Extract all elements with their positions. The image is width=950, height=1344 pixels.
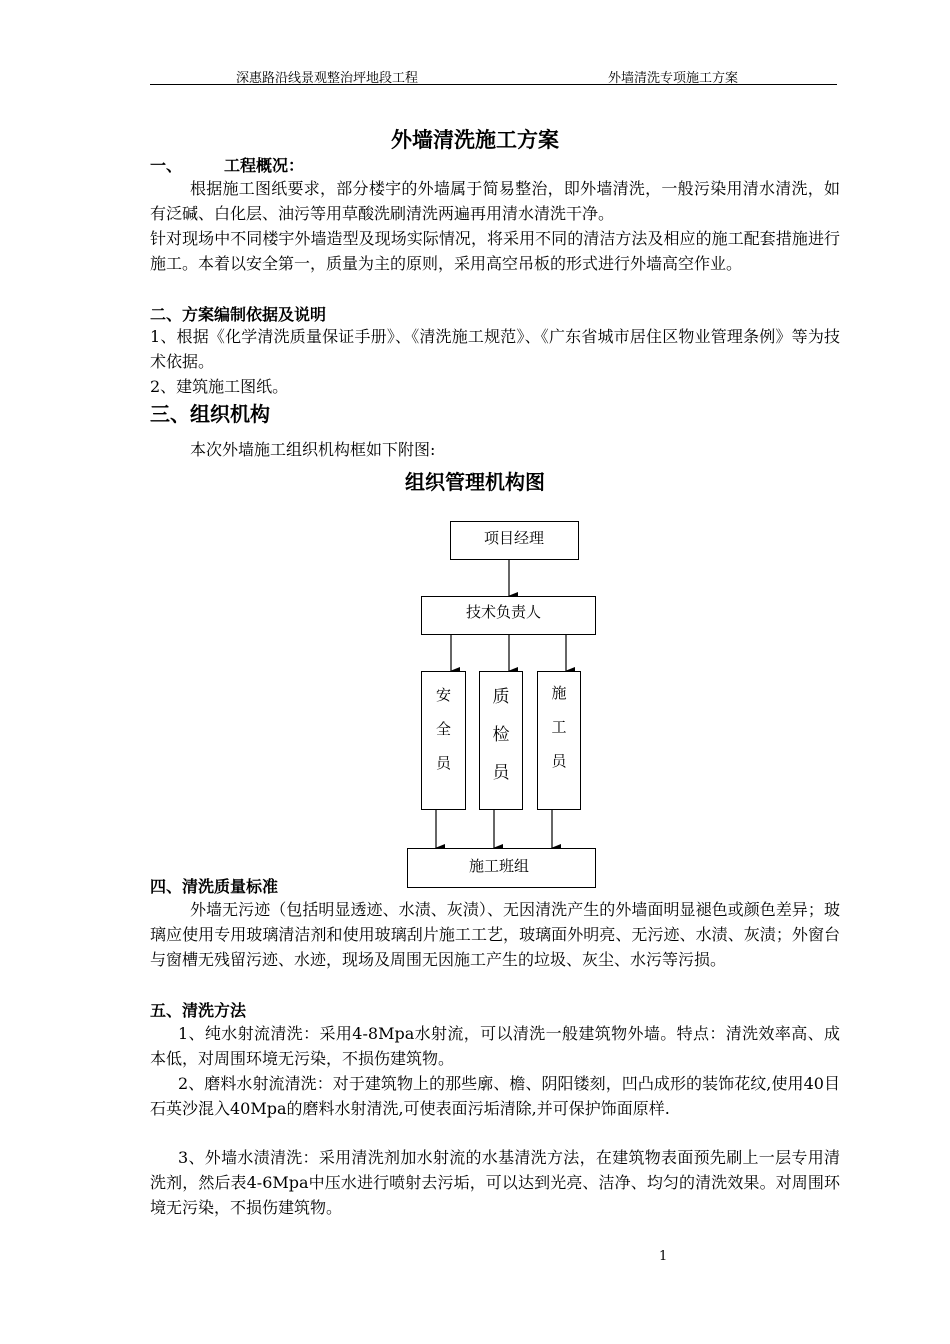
page-number: 1 <box>659 1249 668 1264</box>
header-project-name: 深惠路沿线景观整治坪地段工程 <box>236 71 419 86</box>
section5-item-1: 1、纯水射流清洗：采用4-8Mpa水射流，可以清洗一般建筑物外墙。特点：清洗效率高、成本低，对周围环境无污染，不损伤建筑物。 <box>150 1024 840 1068</box>
org-char: 员 <box>492 763 510 783</box>
org-char: 质 <box>492 687 510 707</box>
org-char: 全 <box>435 720 451 738</box>
section4-heading: 四、清洗质量标准 <box>150 877 279 896</box>
org-char: 安 <box>435 686 451 704</box>
header-rule <box>150 84 837 85</box>
section5-item-3: 3、外墙水渍清洗：采用清洗剂加水射流的水基清洗方法，在建筑物表面预先刷上一层专用清洗剂，然后表4-6Mpa中压水进行喷射去污垢，可以达到光亮、洁净、均匀的清洗效果。对周围环境无污染，不损伤建筑物。 <box>150 1148 840 1217</box>
org-char: 施 <box>551 684 567 702</box>
org-char: 检 <box>492 725 510 745</box>
org-node-construction-officer <box>537 671 581 810</box>
org-node-project-manager: 项目经理 <box>450 521 579 560</box>
section5-heading: 五、清洗方法 <box>150 1001 247 1020</box>
section1-title: 工程概况： <box>224 156 305 175</box>
section4-paragraph: 外墙无污迹（包括明显透迹、水渍、灰渍）、无因清洗产生的外墙面明显褪色或颜色差异；玻璃应使用专用玻璃清洁剂和使用玻璃刮片施工工艺，玻璃面外明亮、无污迹、水渍、灰渍；外窗台与窗槽无残留污迹、水迹，现场及周围无因施工产生的垃圾、灰尘、水污等污损。 <box>150 900 840 969</box>
org-chart-title: 组织管理机构图 <box>405 470 545 494</box>
document-title: 外墙清洗施工方案 <box>391 127 559 152</box>
org-node-quality-inspector <box>479 671 523 810</box>
section1-paragraph-2: 针对现场中不同楼宇外墙造型及现场实际情况，将采用不同的清洁方法及相应的施工配套措施进行施工。本着以安全第一，质量为主的原则，采用高空吊板的形式进行外墙高空作业。 <box>150 229 840 273</box>
org-node-safety-officer <box>421 671 466 810</box>
section1-paragraph-1: 根据施工图纸要求，部分楼宇的外墙属于简易整治，即外墙清洗，一般污染用清水清洗，如有泛碱、白化层、油污等用草酸洗刷清洗两遍再用清水清洗干净。 <box>150 179 840 223</box>
section2-heading: 二、方案编制依据及说明 <box>150 305 327 324</box>
section3-heading: 三、组织机构 <box>150 402 270 426</box>
section1-number: 一、 <box>150 156 183 175</box>
section2-item-2: 2、建筑施工图纸。 <box>150 377 289 396</box>
org-char: 员 <box>551 752 567 770</box>
org-char: 工 <box>551 718 567 736</box>
org-node-construction-team: 施工班组 <box>407 848 596 888</box>
header-document-name: 外墙清洗专项施工方案 <box>608 71 739 86</box>
section3-intro: 本次外墙施工组织机构框如下附图: <box>190 440 436 459</box>
org-char: 员 <box>435 754 451 772</box>
section1-heading <box>150 153 304 176</box>
section2-item-1: 1、根据《化学清洗质量保证手册》、《清洗施工规范》、《广东省城市居住区物业管理条例》等为技术依据。 <box>150 327 840 371</box>
org-node-technical-lead: 技术负责人 <box>421 596 596 635</box>
section5-item-2: 2、磨料水射流清洗：对于建筑物上的那些廓、檐、阴阳镂刻，凹凸成形的装饰花纹,使用40目石英沙混入40Mpa的磨料水射清洗,可使表面污垢清除,并可保护饰面原样. <box>150 1074 840 1118</box>
